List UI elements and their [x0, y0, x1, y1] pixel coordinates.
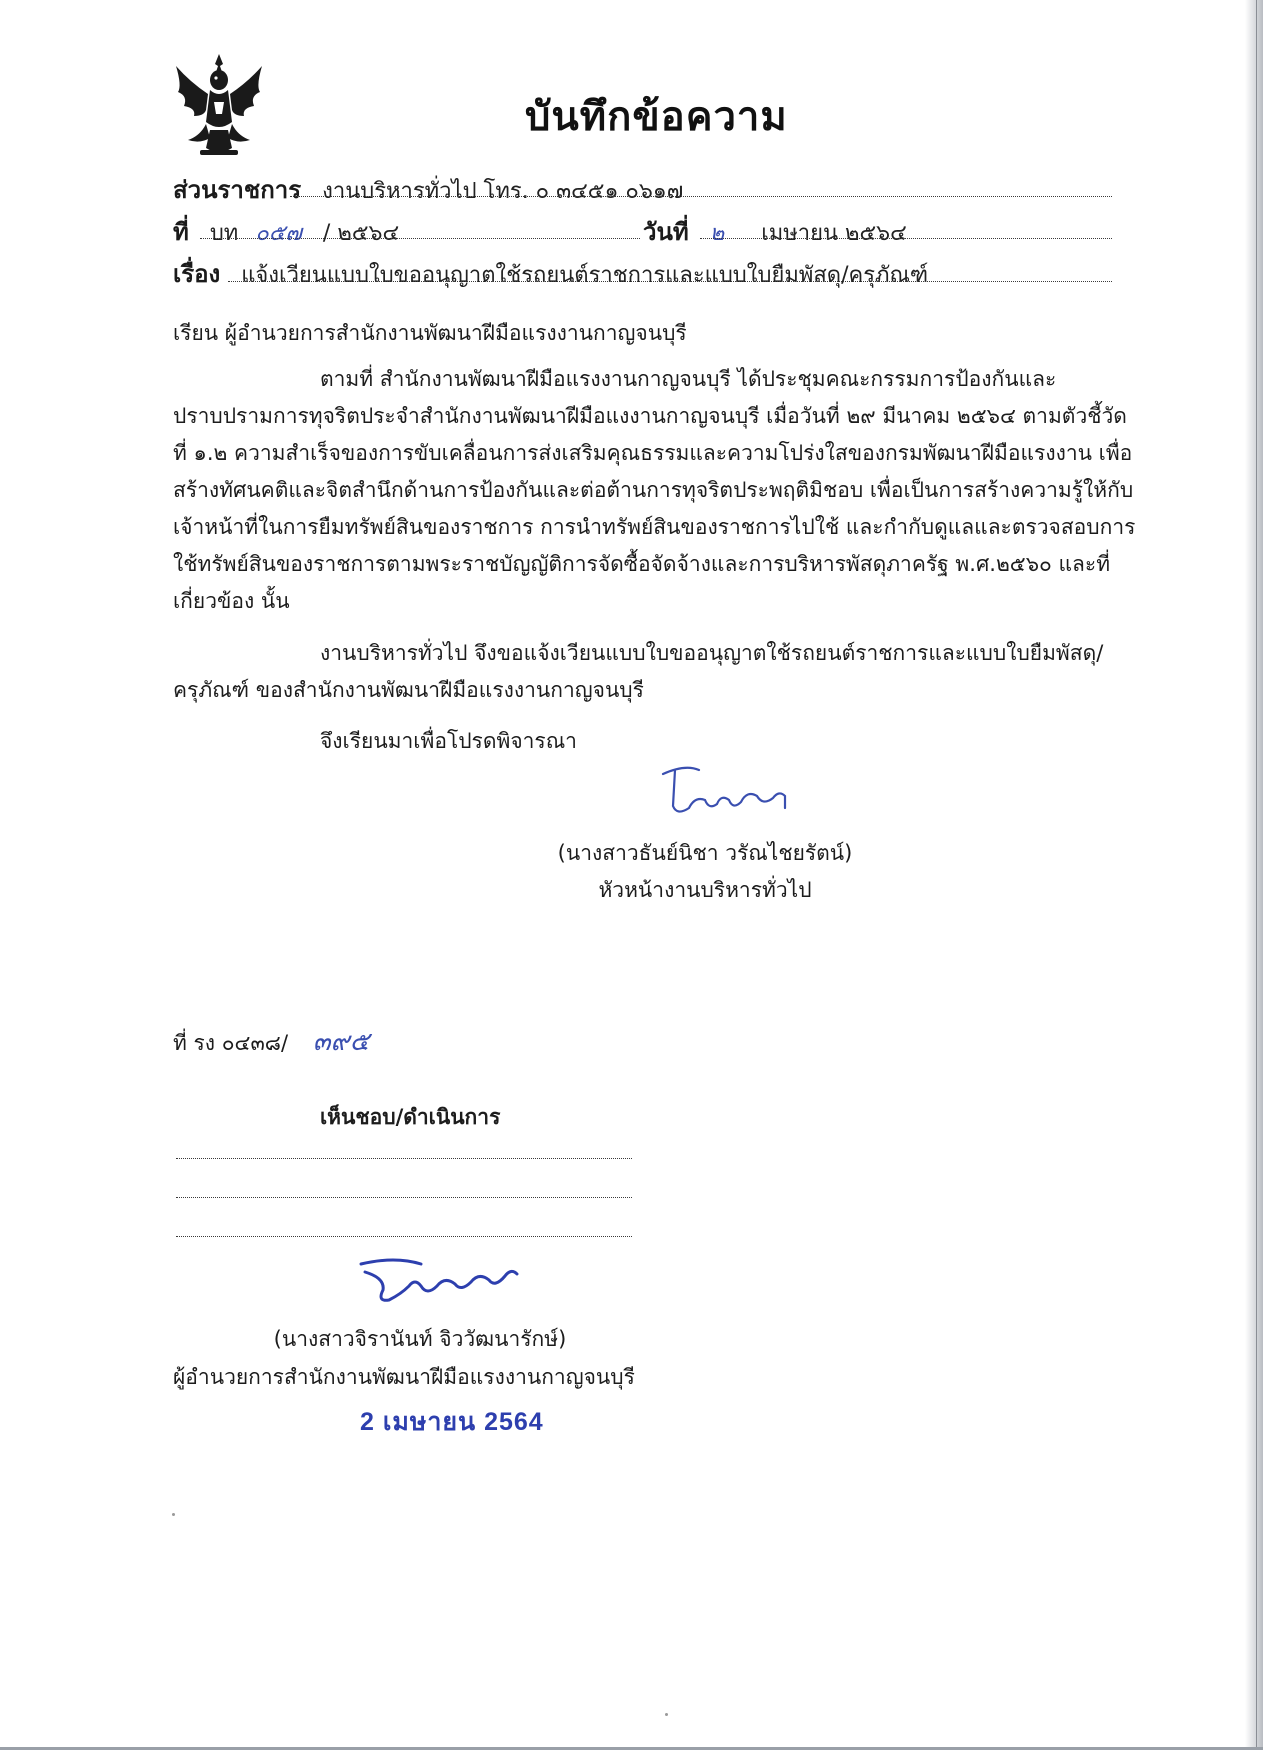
subject-value: แจ้งเวียนแบบใบขออนุญาตใช้รถยนต์ราชการและแบบใบยืมพัสดุ/ครุภัณฑ์ [241, 263, 929, 288]
approval-ref-group [173, 1025, 369, 1060]
department-dotline [290, 196, 1112, 197]
para1-line-5: เจ้าหน้าที่ในการยืมทรัพย์สินของราชการ การนำทรัพย์สินของราชการไปใช้ และกำกับดูแลและตรวจสอบการ [173, 515, 1136, 539]
approval-dotline-2 [176, 1197, 632, 1198]
para1-line-1: ตามที่ สำนักงานพัฒนาฝีมือแรงงานกาญจนบุรี ได้ประชุมคณะกรรมการป้องกันและ [320, 367, 1057, 391]
scan-speck [665, 1713, 668, 1716]
ref-dotline [200, 238, 640, 239]
garuda-emblem-icon [170, 52, 268, 160]
date-month-year: เมษายน ๒๕๖๔ [761, 221, 907, 246]
scan-speck [172, 1513, 175, 1516]
para2-line-1: งานบริหารทั่วไป จึงขอแจ้งเวียนแบบใบขออนุญาตใช้รถยนต์ราชการและแบบใบยืมพัสดุ/ [320, 641, 1104, 665]
department-label: ส่วนราชการ [173, 176, 302, 204]
handwritten-date: 2 เมษายน 2564 [360, 1408, 544, 1436]
approval-dotline-3 [176, 1236, 632, 1237]
date-group [643, 212, 907, 246]
approval-ref-number: ๓๙๕ [312, 1027, 370, 1057]
para1-line-4: สร้างทัศนคติและจิตสำนึกด้านการป้องกันและต่อต้านการทุจริตประพฤติมิชอบ เพื่อเป็นการสร้างความรู้ให้กับ [173, 478, 1134, 502]
date-dotline [700, 238, 1112, 239]
signature-1-icon [655, 760, 805, 824]
approver-name: (นางสาวจิรานันท์ จิววัฒนารักษ์) [273, 1327, 567, 1351]
para1-line-3: ที่ ๑.๒ ความสำเร็จของการขับเคลื่อนการส่งเสริมคุณธรรมและความโปร่งใสของกรมพัฒนาฝีมือแรงงาน เพื่อ [173, 441, 1133, 465]
closing-line: จึงเรียนมาเพื่อโปรดพิจารณา [320, 729, 577, 753]
signer-1-position: หัวหน้างานบริหารทั่วไป [598, 878, 812, 902]
scan-edge-shadow [1245, 0, 1263, 1750]
subject-row [173, 254, 928, 288]
approver-position: ผู้อำนวยการสำนักงานพัฒนาฝีมือแรงงานกาญจนบุรี [173, 1365, 635, 1389]
para1-line-7: เกี่ยวข้อง นั้น [173, 589, 290, 613]
para2-line-2: ครุภัณฑ์ ของสำนักงานพัฒนาฝีมือแรงงานกาญจนบุรี [173, 678, 644, 702]
ref-prefix: บท [209, 221, 239, 246]
subject-dotline [228, 281, 1112, 282]
para1-line-2: ปราบปรามการทุจริตประจำสำนักงานพัฒนาฝีมือแงงานกาญจนบุรี เมื่อวันที่ ๒๙ มีนาคม ๒๕๖๔ ตามตัวชี้วัด [173, 404, 1127, 428]
ref-row [173, 212, 399, 246]
date-label: วันที่ [643, 218, 689, 246]
memo-title: บันทึกข้อความ [525, 94, 788, 140]
salutation: เรียน ผู้อำนวยการสำนักงานพัฒนาฝีมือแรงงานกาญจนบุรี [173, 321, 687, 345]
date-day: ๒ [709, 221, 725, 246]
department-value: งานบริหารทั่วไป โทร. ๐ ๓๔๕๑ ๐๖๑๗ [322, 179, 684, 204]
ref-number: ๐๕๗ [255, 221, 302, 246]
signer-1-name: (นางสาวธันย์นิชา วรัณไชยรัตน์) [557, 841, 853, 865]
approval-heading: เห็นชอบ/ดำเนินการ [320, 1105, 501, 1129]
approval-dotline-1 [176, 1158, 632, 1159]
subject-label: เรื่อง [173, 260, 221, 288]
ref-suffix: / ๒๕๖๔ [322, 221, 400, 246]
department-row [173, 170, 683, 204]
signature-2-icon [355, 1250, 545, 1310]
approval-ref-label: ที่ รง ๐๔๓๘/ [173, 1031, 289, 1055]
para1-line-6: ใช้ทรัพย์สินของราชการตามพระราชบัญญัติการจัดซื้อจัดจ้างและการบริหารพัสดุภาครัฐ พ.ศ.๒๕๖๐ และที่ [173, 552, 1111, 576]
ref-label: ที่ [173, 218, 189, 246]
scan-edge-line [1256, 0, 1257, 1750]
